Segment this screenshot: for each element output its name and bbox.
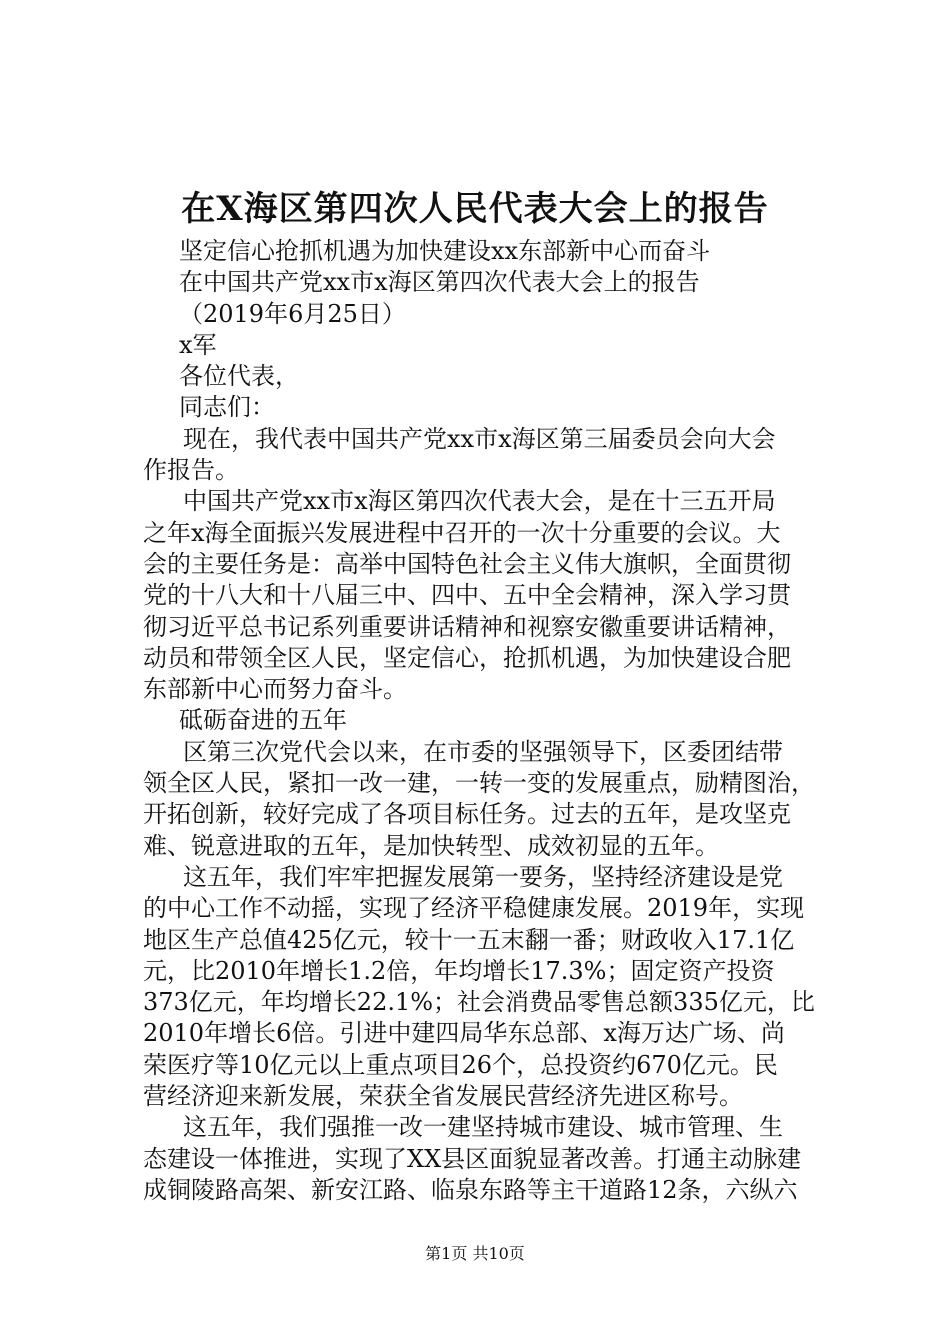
text-line: 之年x海全面振兴发展进程中召开的一次十分重要的会议。大 bbox=[143, 518, 781, 547]
page-footer: 第1页 共10页 bbox=[425, 1244, 525, 1263]
text-line: 在中国共产党xx市x海区第四次代表大会上的报告 bbox=[179, 268, 700, 297]
text-line: 态建设一体推进，实现了XX县区面貌显著改善。打通主动脉建 bbox=[143, 1144, 802, 1173]
text-line: 373亿元，年均增长22.1%；社会消费品零售总额335亿元，比 bbox=[143, 988, 815, 1017]
text-line: 这五年，我们牢牢把握发展第一要务，坚持经济建设是党 bbox=[183, 862, 783, 891]
text-line: 成铜陵路高架、新安江路、临泉东路等主干道路12条，六纵六 bbox=[143, 1175, 798, 1204]
text-line: 动员和带领全区人民，坚定信心，抢抓机遇，为加快建设合肥 bbox=[143, 643, 791, 672]
text-line: 砥砺奋进的五年 bbox=[179, 706, 347, 735]
text-line: （2019年6月25日） bbox=[179, 299, 406, 328]
text-line: 同志们： bbox=[179, 393, 275, 422]
text-line: 各位代表， bbox=[179, 362, 299, 391]
text-line: 营经济迎来新发展，荣获全省发展民营经济先进区称号。 bbox=[143, 1082, 743, 1111]
text-line: 党的十八大和十八届三中、四中、五中全会精神，深入学习贯 bbox=[143, 581, 791, 610]
text-line: 现在，我代表中国共产党xx市x海区第三届委员会向大会 bbox=[183, 424, 776, 453]
text-line: 荣医疗等10亿元以上重点项目26个，总投资约670亿元。民 bbox=[143, 1050, 778, 1079]
text-line: 东部新中心而努力奋斗。 bbox=[143, 675, 407, 704]
text-line: 地区生产总值425亿元，较十一五末翻一番；财政收入17.1亿 bbox=[143, 925, 795, 954]
text-line: 区第三次党代会以来，在市委的坚强领导下，区委团结带 bbox=[183, 737, 783, 766]
text-line: 中国共产党xx市x海区第四次代表大会，是在十三五开局 bbox=[183, 487, 776, 516]
text-line: 开拓创新，较好完成了各项目标任务。过去的五年，是攻坚克 bbox=[143, 800, 791, 829]
document-body bbox=[143, 236, 843, 1206]
text-line: 这五年，我们强推一改一建坚持城市建设、城市管理、生 bbox=[183, 1113, 783, 1142]
text-line: x军 bbox=[179, 330, 217, 359]
text-line: 难、锐意进取的五年，是加快转型、成效初显的五年。 bbox=[143, 831, 719, 860]
text-line: 彻习近平总书记系列重要讲话精神和视察安徽重要讲话精神， bbox=[143, 612, 791, 641]
text-line: 领全区人民，紧扣一改一建，一转一变的发展重点，励精图治， bbox=[143, 769, 815, 798]
text-line: 的中心工作不动摇，实现了经济平稳健康发展。2019年，实现 bbox=[143, 894, 805, 923]
document-title: 在X海区第四次人民代表大会上的报告 bbox=[181, 189, 769, 229]
text-line: 作报告。 bbox=[143, 456, 239, 485]
text-line: 元，比2010年增长1.2倍，年均增长17.3%；固定资产投资 bbox=[143, 956, 775, 985]
text-line: 坚定信心抢抓机遇为加快建设xx东部新中心而奋斗 bbox=[179, 237, 711, 265]
text-line: 2010年增长6倍。引进中建四局华东总部、x海万达广场、尚 bbox=[143, 1019, 785, 1048]
text-line: 会的主要任务是：高举中国特色社会主义伟大旗帜，全面贯彻 bbox=[143, 549, 791, 578]
